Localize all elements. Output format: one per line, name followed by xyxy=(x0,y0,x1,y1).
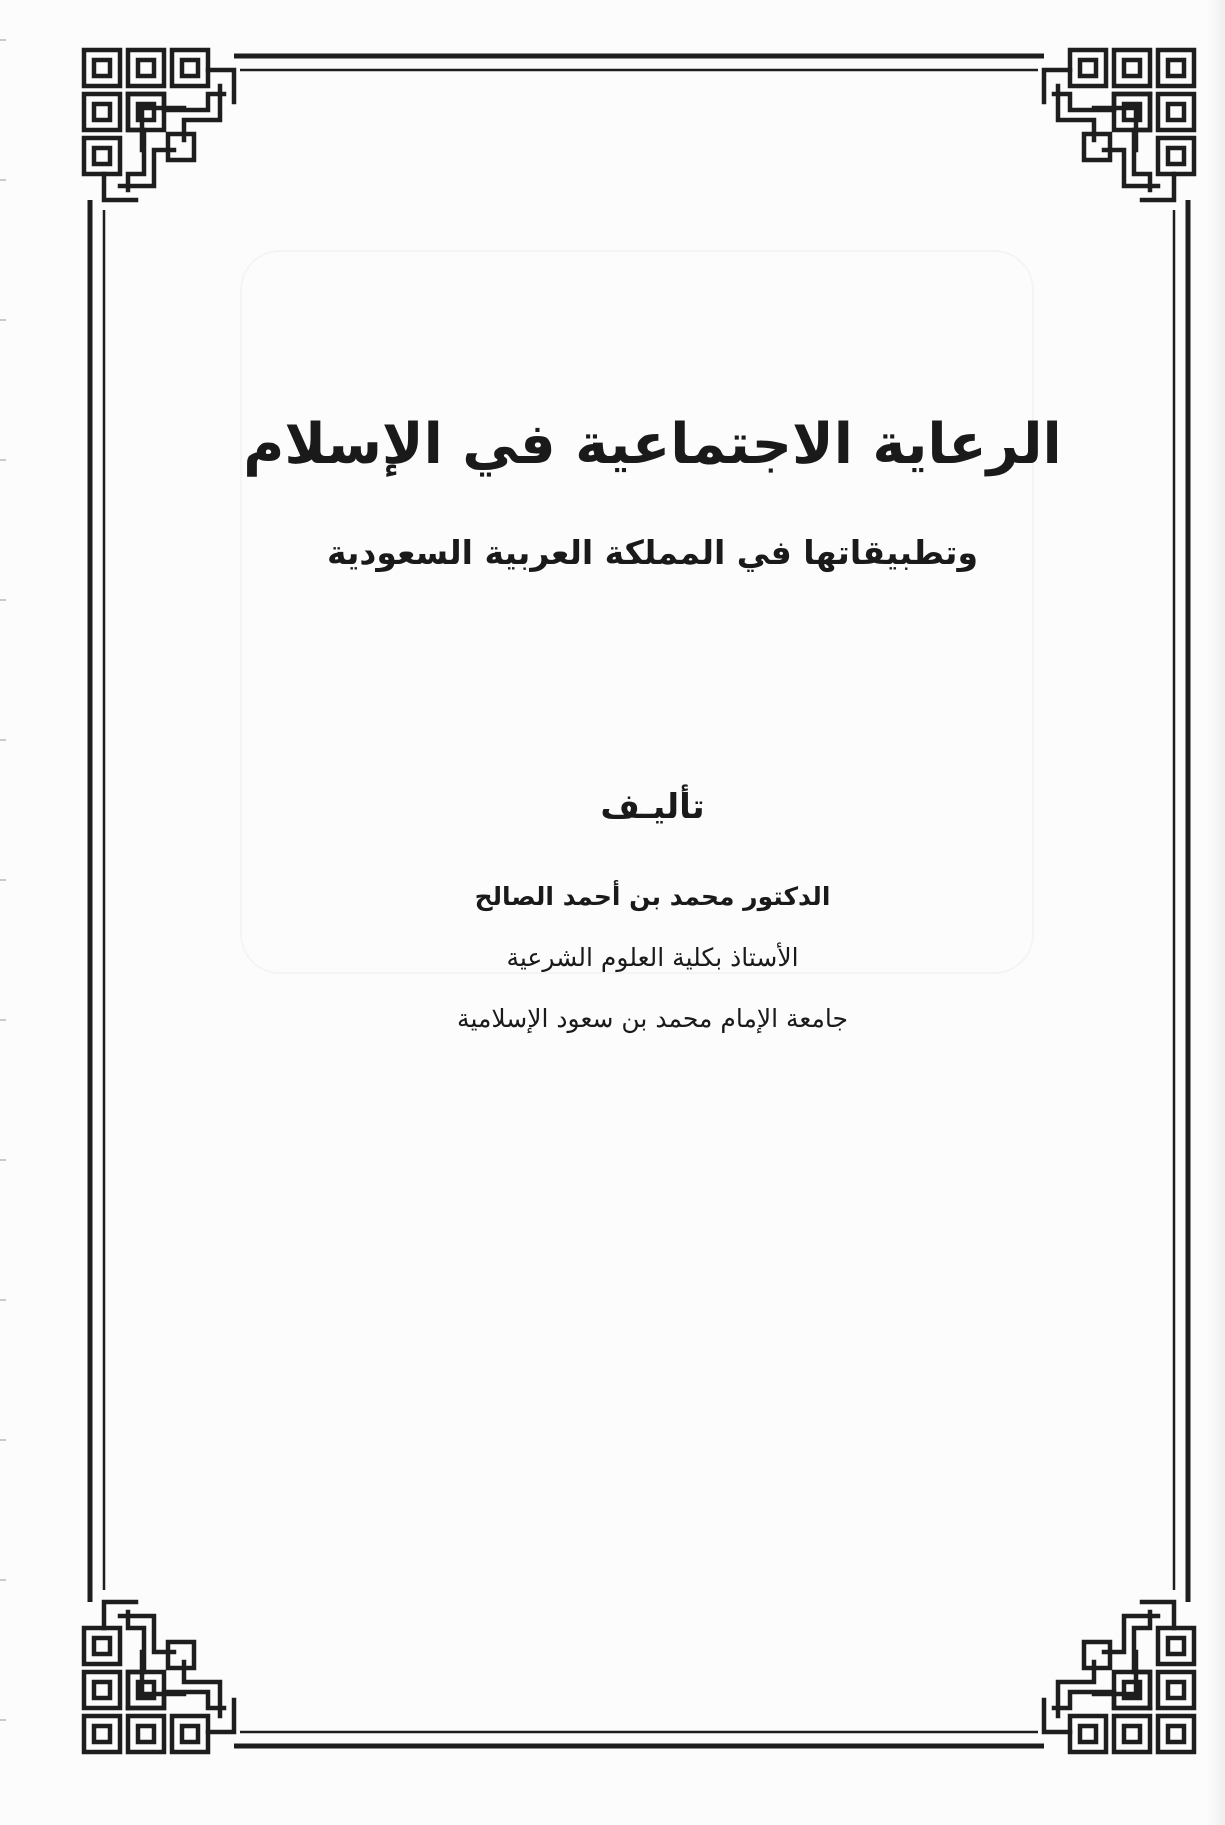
book-title: الرعاية الاجتماعية في الإسلام xyxy=(243,412,1062,477)
author-position: الأستاذ بكلية العلوم الشرعية xyxy=(506,943,799,972)
author-name: الدكتور محمد بن أحمد الصالح xyxy=(474,882,831,911)
author-university: جامعة الإمام محمد بن سعود الإسلامية xyxy=(457,1004,848,1033)
authorship-label: تأليـف xyxy=(600,787,705,827)
book-subtitle: وتطبيقاتها في المملكة العربية السعودية xyxy=(327,533,978,572)
